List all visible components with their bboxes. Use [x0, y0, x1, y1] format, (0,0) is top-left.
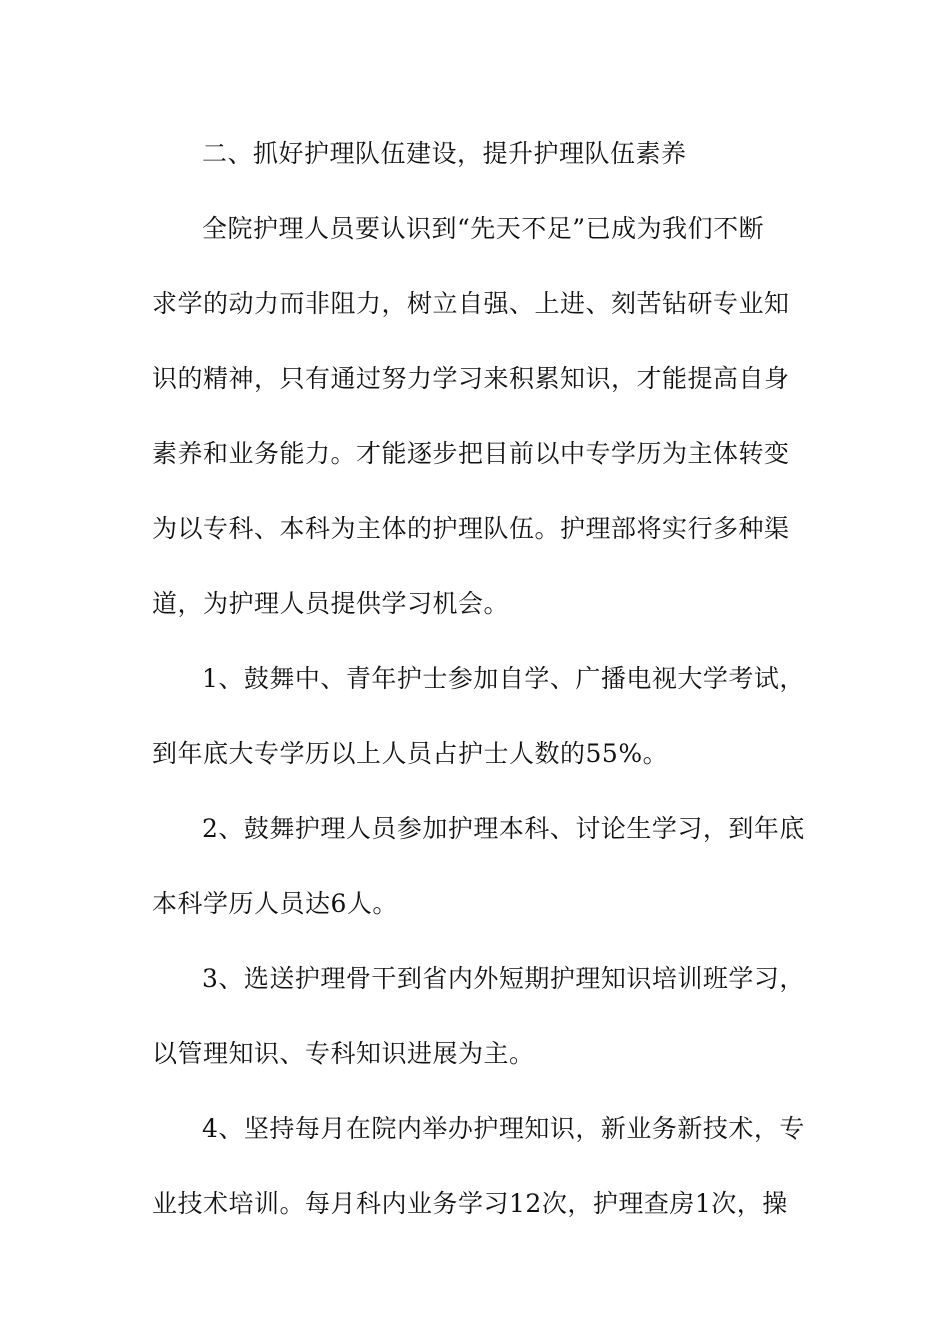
- list-item-2-line: 本科学历人员达6人。: [152, 889, 398, 918]
- list-item-3-line: 以管理知识、专科知识进展为主。: [152, 1039, 535, 1068]
- list-item-1-line: 到年底大专学历以上人员占护士人数的55%。: [152, 739, 669, 768]
- body-text: [152, 116, 812, 1241]
- paragraph-line: 道，为护理人员提供学习机会。: [152, 589, 510, 618]
- paragraph-line: 为以专科、本科为主体的护理队伍。护理部将实行多种渠: [152, 514, 790, 543]
- section-heading: 二、抓好护理队伍建设，提升护理队伍素养: [202, 139, 687, 168]
- paragraph-line: 求学的动力而非阻力，树立自强、上进、刻苦钻研专业知: [152, 289, 790, 318]
- paragraph-line: 识的精神，只有通过努力学习来积累知识，才能提高自身: [152, 364, 790, 393]
- paragraph-line: 全院护理人员要认识到“先天不足”已成为我们不断: [202, 214, 765, 243]
- paragraph-line: 素养和业务能力。才能逐步把目前以中专学历为主体转变: [152, 439, 790, 468]
- list-item-4-line: 业技术培训。每月科内业务学习12次，护理查房1次，操: [152, 1189, 788, 1218]
- list-item-3-line: 3、选送护理骨干到省内外短期护理知识培训班学习，: [202, 964, 805, 993]
- list-item-4-line: 4、坚持每月在院内举办护理知识，新业务新技术，专: [202, 1114, 805, 1143]
- list-item-1-line: 1、鼓舞中、青年护士参加自学、广播电视大学考试，: [202, 664, 805, 693]
- list-item-2-line: 2、鼓舞护理人员参加护理本科、讨论生学习，到年底: [202, 814, 805, 843]
